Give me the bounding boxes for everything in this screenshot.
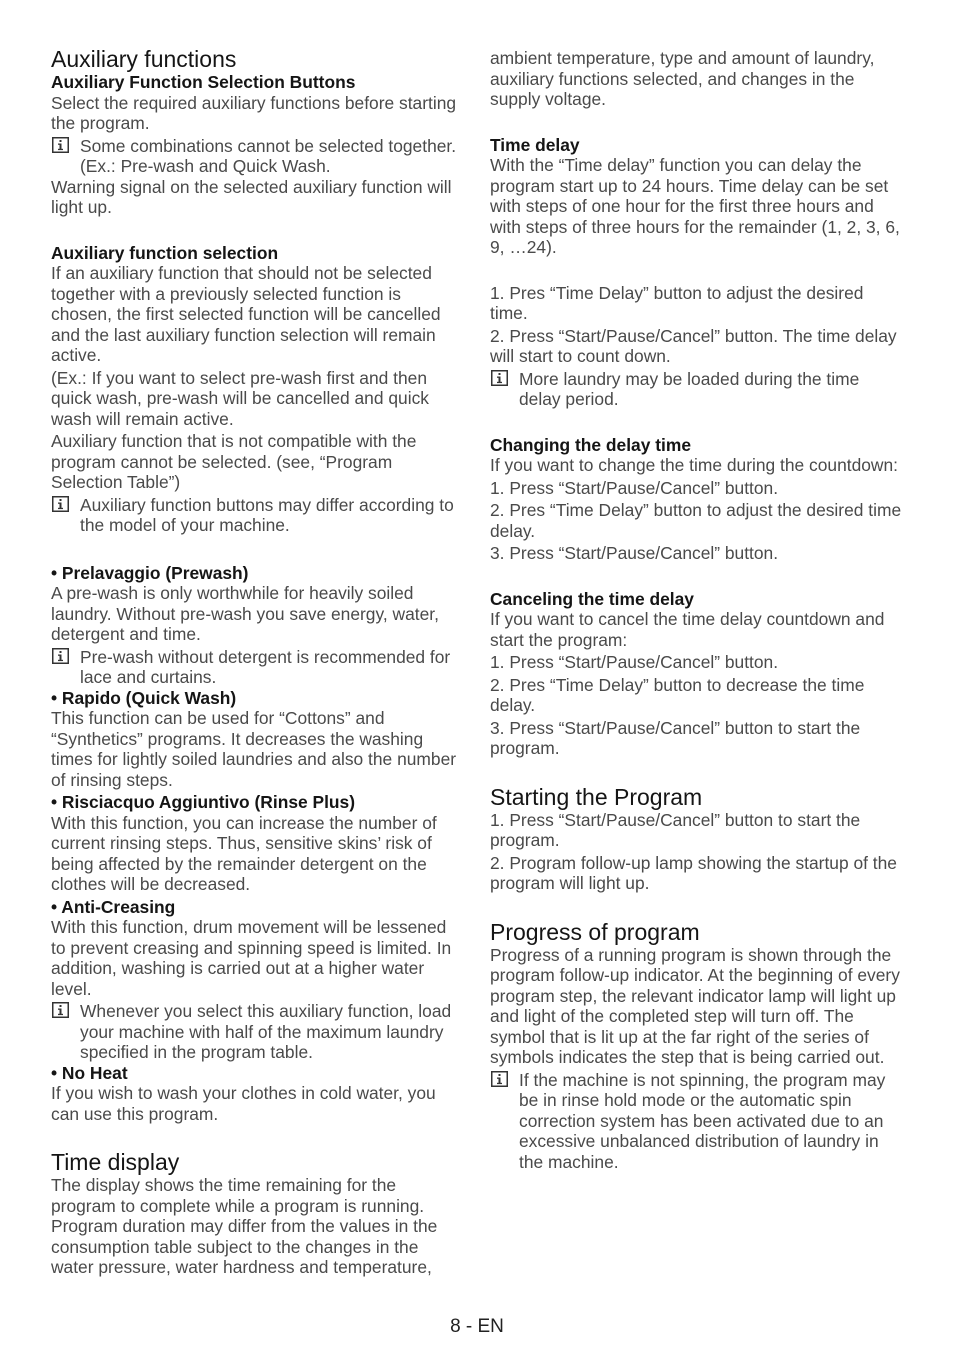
anti-creasing-text: With this function, drum movement will be lessened to prevent creasing and spinning speed is limited. In addition, washing is carried out at a higher water level. [51, 917, 452, 999]
starting-program-title: Starting the Program [490, 783, 703, 810]
info-icon [491, 1071, 508, 1087]
auxiliary-functions-title: Auxiliary functions [51, 46, 237, 72]
time-delay-step-2: 2. Press “Start/Pause/Cancel” button. The time delay will start to count down. [490, 325, 897, 366]
changing-delay-step-3: 3. Press “Start/Pause/Cancel” button. [490, 543, 779, 563]
left-column [51, 46, 465, 1278]
function-selection-text-3: Auxiliary function that is not compatible with the program cannot be selected. (see, “Program Selection Table”) [51, 431, 417, 492]
rapido-heading: • Rapido (Quick Wash) [51, 687, 237, 708]
changing-delay-step-2: 2. Pres “Time Delay” button to adjust the desired time delay. [490, 500, 902, 541]
canceling-delay-heading: Canceling the time delay [490, 588, 694, 609]
starting-program-step-2: 2. Program follow-up lamp showing the startup of the program will light up. [490, 852, 897, 893]
canceling-delay-step-2: 2. Pres “Time Delay” button to decrease the time delay. [490, 674, 865, 715]
note-combinations [51, 136, 465, 177]
note-prewash [51, 647, 465, 688]
warning-signal-text: Warning signal on the selected auxiliary function will light up. [51, 176, 452, 217]
info-icon [491, 370, 508, 386]
note-buttons-differ-text: Auxiliary function buttons may differ according to the model of your machine. [80, 494, 454, 535]
function-selection-text-2: (Ex.: If you want to select pre-wash first and then quick wash, pre-wash will be cancelled and quick wash will remain active. [51, 367, 429, 429]
rinse-plus-heading: • Risciacquo Aggiuntivo (Rinse Plus) [51, 792, 356, 812]
progress-title: Progress of program [490, 918, 700, 945]
right-column [490, 48, 904, 1172]
time-display-text: The display shows the time remaining for the program to complete while a program is running. Program duration may differ from the values in the consumption table subject to the changes in the water pressure, water hardness and temperature, [51, 1175, 438, 1277]
canceling-delay-step-3: 3. Press “Start/Pause/Cancel” button to start the program. [490, 717, 861, 758]
info-icon [52, 648, 69, 664]
time-delay-text: With the “Time delay” function you can delay the program start up to 24 hours. Time delay can be set with steps of one hour for the first three hours and with steps of three hours for the remainder (1, 2, 3, 6, 9, …24). [490, 155, 900, 257]
note-more-laundry-text: More laundry may be loaded during the time delay period. [519, 368, 860, 409]
info-icon [52, 137, 69, 153]
canceling-delay-text: If you want to cancel the time delay countdown and start the program: [490, 609, 885, 650]
changing-delay-text: If you want to change the time during the countdown: [490, 455, 898, 475]
info-icon [52, 1002, 69, 1018]
time-delay-step-1: 1. Pres “Time Delay” button to adjust the desired time. [490, 282, 864, 323]
changing-delay-heading: Changing the delay time [490, 434, 691, 455]
no-heat-text: If you wish to wash your clothes in cold water, you can use this program. [51, 1083, 436, 1124]
function-selection-text-1: If an auxiliary function that should not be selected together with a previously selected function is chosen, the first selected function will be cancelled and the last auxiliary function selection will remain active. [51, 263, 441, 365]
info-icon [52, 496, 69, 512]
note-anti-creasing-text: Whenever you select this auxiliary function, load your machine with half of the maximum laundry specified in the program table. [80, 1001, 452, 1062]
time-display-continued: ambient temperature, type and amount of laundry, auxiliary functions selected, and changes in the supply voltage. [490, 48, 875, 109]
anti-creasing-heading: • Anti-Creasing [51, 896, 176, 917]
changing-delay-step-1: 1. Press “Start/Pause/Cancel” button. [490, 477, 779, 498]
time-delay-heading: Time delay [490, 134, 580, 155]
selection-buttons-heading: Auxiliary Function Selection Buttons [51, 72, 356, 92]
prewash-heading: • Prelavaggio (Prewash) [51, 562, 249, 583]
prewash-text: A pre-wash is only worthwhile for heavily soiled laundry. Without pre-wash you save energy, water, detergent and time. [51, 583, 439, 644]
progress-text: Progress of a running program is shown through the program follow-up indicator. At the beginning of every program step, the relevant indicator lamp will light up and light of the completed step will turn off. The symbol that is lit up at the far right of the series of symbols indicates the step that is being carried out. [490, 944, 900, 1067]
note-buttons-differ [51, 495, 465, 536]
note-not-spinning [490, 1070, 904, 1173]
note-prewash-text: Pre-wash without detergent is recommended for lace and curtains. [80, 646, 451, 687]
note-not-spinning-text: If the machine is not spinning, the program may be in rinse hold mode or the automatic spin correction system has been activated due to an excessive unbalanced distribution of laundry in the machine. [519, 1069, 886, 1172]
note-anti-creasing [51, 1001, 465, 1063]
rinse-plus-text: With this function, you can increase the number of current rinsing steps. Thus, sensitive skins’ risk of being affected by the remainder detergent on the clothes will be decreased. [51, 812, 437, 894]
starting-program-step-1: 1. Press “Start/Pause/Cancel” button to start the program. [490, 809, 861, 850]
time-display-title: Time display [51, 1149, 180, 1175]
function-selection-heading: Auxiliary function selection [51, 242, 279, 263]
no-heat-heading: • No Heat [51, 1062, 128, 1083]
rapido-text: This function can be used for “Cottons” and “Synthetics” programs. It decreases the washing times for lightly soiled laundries and also the number of rinsing steps. [51, 708, 457, 790]
note-combinations-text: Some combinations cannot be selected together. (Ex.: Pre-wash and Quick Wash. [80, 135, 457, 176]
note-more-laundry [490, 369, 904, 410]
selection-buttons-text: Select the required auxiliary functions before starting the program. [51, 92, 457, 133]
canceling-delay-step-1: 1. Press “Start/Pause/Cancel” button. [490, 652, 779, 672]
page-number: 8 - EN [450, 1316, 504, 1337]
